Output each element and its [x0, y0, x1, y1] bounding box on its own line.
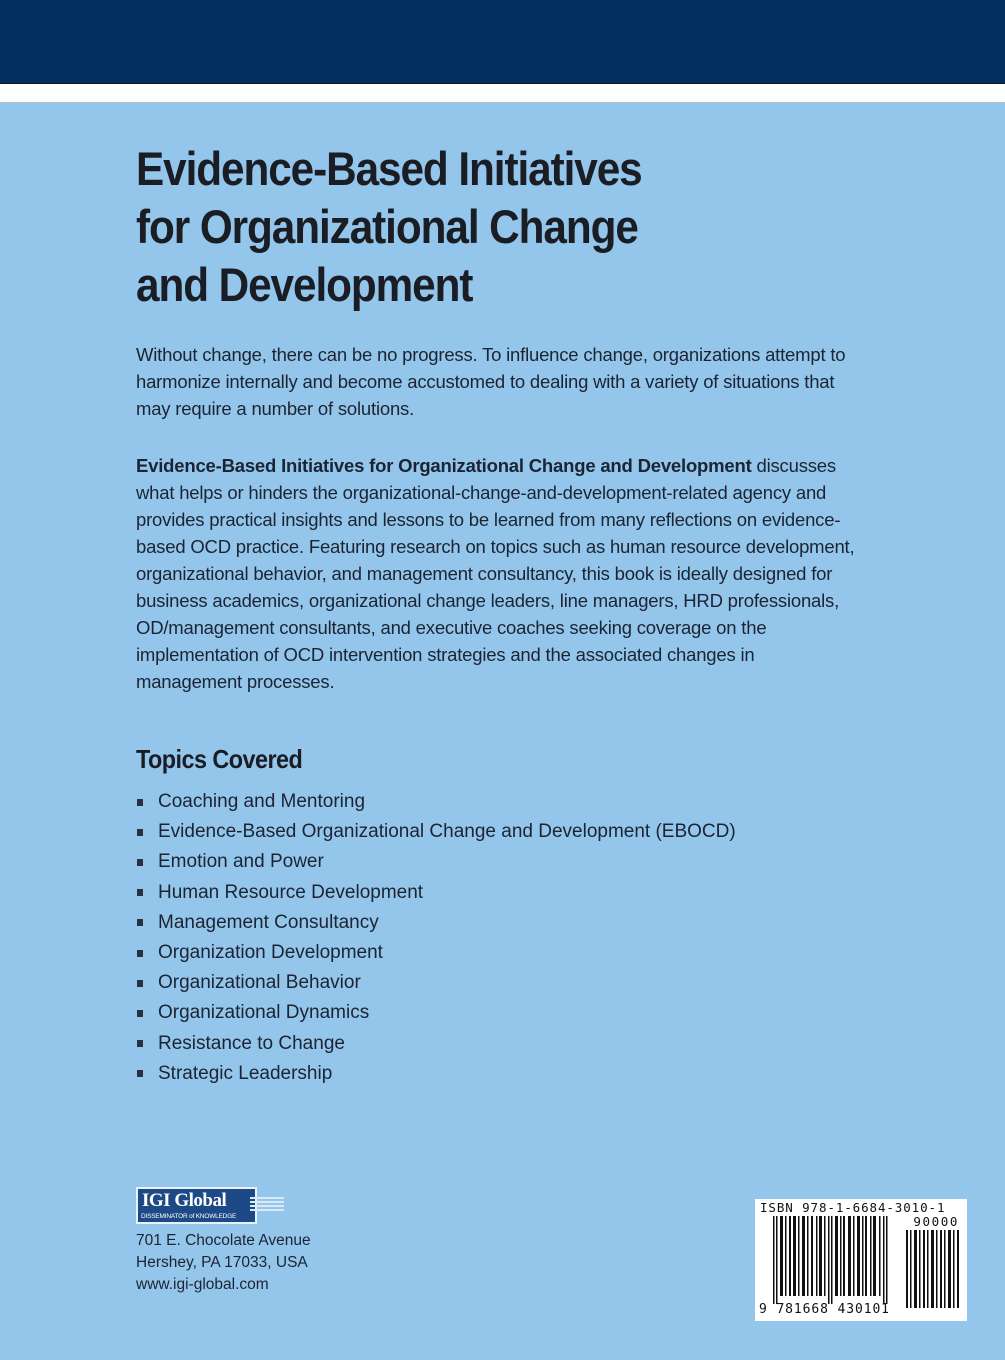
topic-item: Organization Development — [136, 938, 736, 968]
square-bullet-icon — [137, 889, 143, 896]
topics-list — [136, 787, 736, 1089]
square-bullet-icon — [137, 980, 143, 987]
publisher-website: www.igi-global.com — [136, 1276, 269, 1293]
address-line-2: Hershey, PA 17033, USA — [136, 1254, 308, 1271]
topic-item: Evidence-Based Organizational Change and Development (EBOCD) — [136, 817, 736, 847]
square-bullet-icon — [137, 1010, 143, 1017]
intro-paragraph: Without change, there can be no progress. To influence change, organizations attempt to harmonize internally and become accustomed to dealing with a variety of situations that may require a number of solutions. — [136, 344, 846, 419]
description-paragraph — [136, 452, 856, 695]
square-bullet-icon — [137, 919, 143, 926]
price-code: 90000 — [913, 1214, 959, 1229]
topic-item: Management Consultancy — [136, 908, 736, 938]
top-color-band — [0, 0, 1005, 84]
logo-speed-lines-icon — [250, 1197, 284, 1213]
topic-item: Organizational Behavior — [136, 968, 736, 998]
title-line-1: Evidence-Based Initiatives — [136, 142, 642, 195]
publisher-address — [136, 1230, 311, 1296]
topic-item: Coaching and Mentoring — [136, 787, 736, 817]
address-line-1: 701 E. Chocolate Avenue — [136, 1232, 311, 1249]
description-body: discusses what helps or hinders the organizational-change-and-development-related agency and provides practical insights and lessons to be learned from many reflections on evidence-based OCD practice. Featuring research on topics such as human resource development, organizational behavior, and management consultancy, this book is ideally designed for business academics, organizational change leaders, line managers, HRD professionals, OD/management consultants, and executive coaches seeking coverage on the implementation of OCD intervention strategies and the associated changes in management processes. — [136, 455, 855, 692]
isbn-label: ISBN 978-1-6684-3010-1 — [760, 1200, 946, 1215]
title-line-3: and Development — [136, 258, 473, 311]
topic-item: Strategic Leadership — [136, 1059, 736, 1089]
barcode-addon-bars-icon — [906, 1230, 960, 1308]
igi-global-logo — [136, 1187, 257, 1224]
topics-heading: Topics Covered — [136, 744, 303, 774]
logo-wordmark: IGI Global — [142, 1190, 227, 1211]
title-line-2: for Organizational Change — [136, 200, 638, 253]
back-cover-content — [136, 140, 856, 1084]
square-bullet-icon — [137, 1040, 143, 1047]
square-bullet-icon — [137, 799, 143, 806]
isbn-barcode — [755, 1199, 967, 1321]
square-bullet-icon — [137, 950, 143, 957]
square-bullet-icon — [137, 1070, 143, 1077]
topic-item: Organizational Dynamics — [136, 998, 736, 1028]
topic-item: Human Resource Development — [136, 878, 736, 908]
book-title — [136, 140, 856, 314]
barcode-main-bars-icon — [773, 1216, 891, 1304]
topic-item: Resistance to Change — [136, 1029, 736, 1059]
logo-tagline: DISSEMINATOR of KNOWLEDGE — [141, 1213, 237, 1220]
barcode-digits: 9 781668 430101 — [759, 1302, 890, 1317]
white-stripe — [0, 84, 1005, 103]
description-book-title: Evidence-Based Initiatives for Organizational Change and Development — [136, 455, 752, 476]
topic-item: Emotion and Power — [136, 847, 736, 877]
square-bullet-icon — [137, 829, 143, 836]
square-bullet-icon — [137, 859, 143, 866]
